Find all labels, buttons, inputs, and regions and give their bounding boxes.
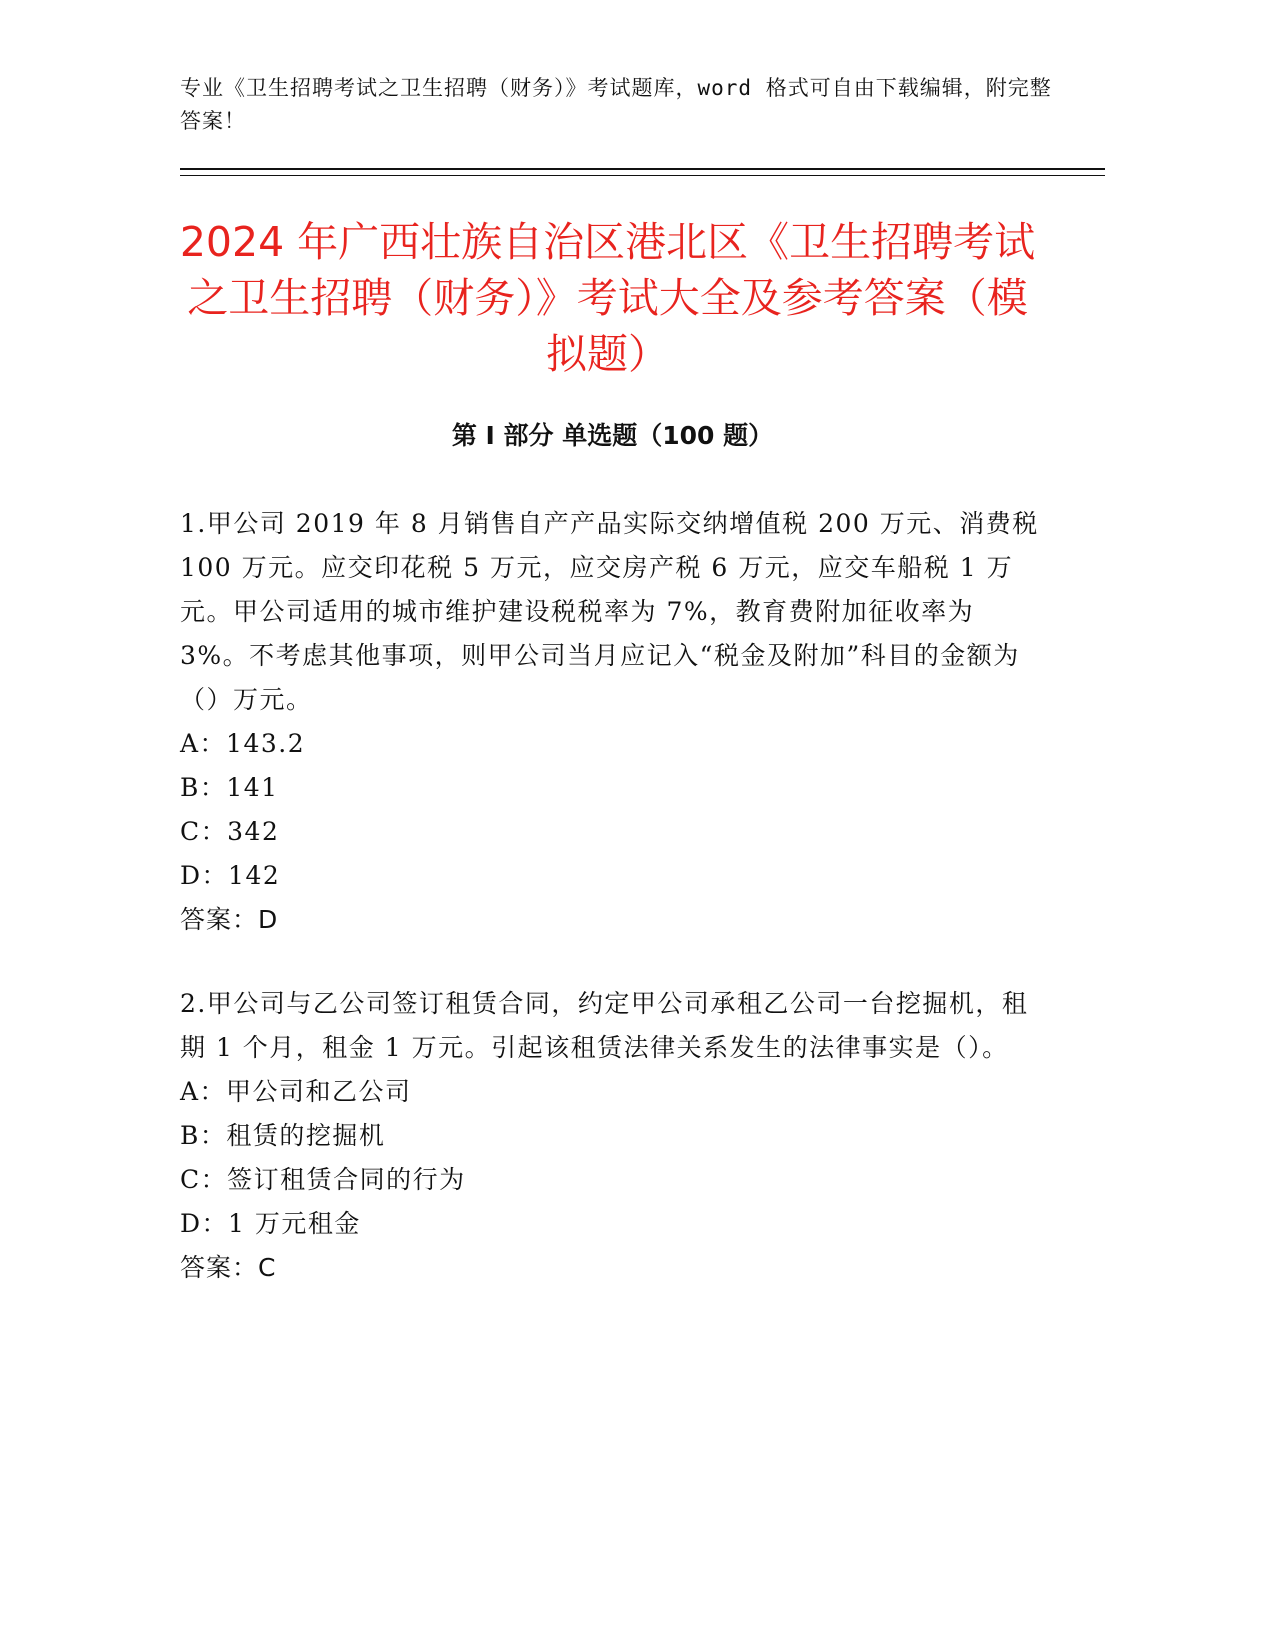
- option-d: D：142: [180, 861, 281, 890]
- section-title: 第 I 部分 单选题（100 题）: [451, 421, 774, 450]
- header-divider-thick: [180, 168, 1105, 170]
- answer-line: 答案：D: [180, 905, 279, 934]
- option-a: A：甲公司和乙公司: [180, 1077, 412, 1106]
- question-2: [180, 982, 1040, 1290]
- option-c: C：342: [180, 817, 280, 846]
- option-c: C：签订租赁合同的行为: [180, 1165, 466, 1194]
- header-note: 专业《卫生招聘考试之卫生招聘（财务）》考试题库，word 格式可自由下载编辑，附完整答案！: [180, 76, 1052, 133]
- option-b: B：租赁的挖掘机: [180, 1121, 386, 1150]
- option-b: B：141: [180, 773, 279, 802]
- option-d: D：1 万元租金: [180, 1209, 361, 1238]
- question-stem: 2.甲公司与乙公司签订租赁合同，约定甲公司承租乙公司一台挖掘机，租期 1 个月，租金 1 万元。引起该租赁法律关系发生的法律事实是（）。: [180, 989, 1029, 1062]
- option-a: A：143.2: [180, 729, 306, 758]
- question-stem: 1.甲公司 2019 年 8 月销售自产产品实际交纳增值税 200 万元、消费税 100 万元。应交印花税 5 万元，应交房产税 6 万元，应交车船税 1 万元。甲公司适用的城市维护建设税税率为 7%，教育费附加征收率为 3%。不考虑其他事项，则甲公司当月应记入“税金及附加”科目的金额为（）万元。: [180, 509, 1039, 714]
- header-divider-thin: [180, 175, 1105, 176]
- answer-line: 答案：C: [180, 1253, 277, 1282]
- document-title: 2024 年广西壮族自治区港北区《卫生招聘考试之卫生招聘（财务）》考试大全及参考答案（模拟题）: [179, 218, 1036, 378]
- question-1: [180, 502, 1040, 942]
